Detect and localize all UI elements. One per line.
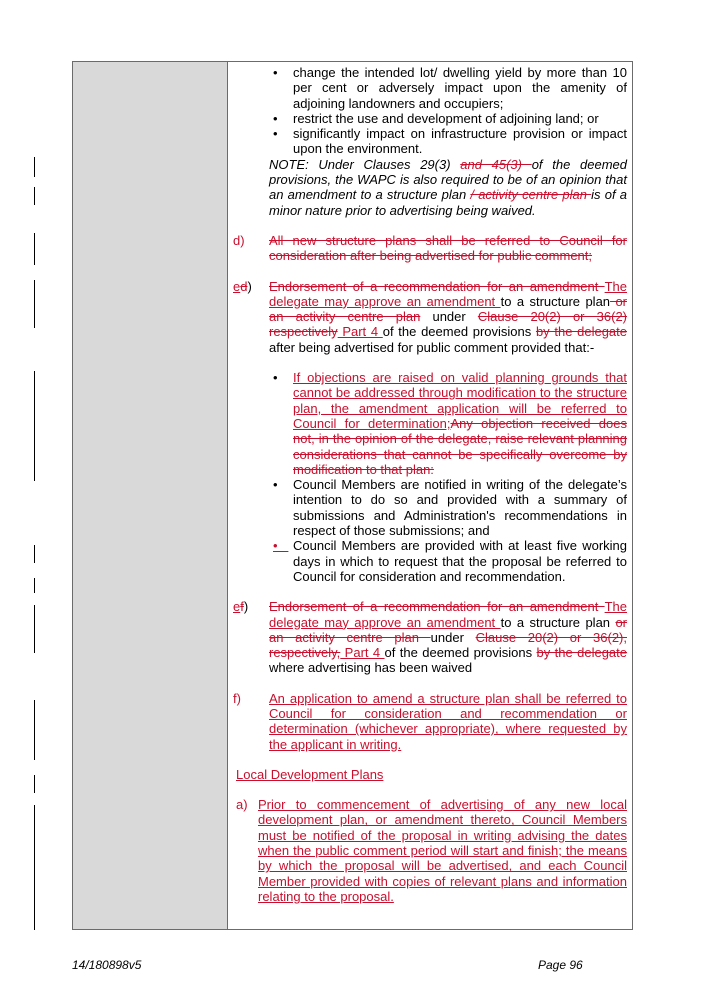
item-text: All new structure plans shall be referred to Council for consideration after being advertised for public comment; bbox=[269, 232, 627, 264]
item-text: Endorsement of a recommendation for an amendment The delegate may approve an amendment to a structure plan or an activity centre plan under Clause 20(2) or 36(2) respectively Part 4 of the deemed provisions by the delegate after being advertised for public comment provided that:- bbox=[269, 278, 628, 355]
item-text: Prior to commencement of advertising of any new local development plan, or amendment thereto, Council Members must be notified of the proposal in writing advising the dates when the public comment period will start and finish; the means by which the proposal will be advertised, and each Council Member provided with copies of relevant plans and information relating to the proposal. bbox=[258, 797, 627, 904]
change-bar bbox=[34, 545, 35, 563]
table-frame bbox=[72, 61, 633, 930]
bullet-item bbox=[233, 65, 627, 111]
change-bar bbox=[34, 805, 35, 930]
item-f-new bbox=[233, 691, 627, 752]
bullet-item bbox=[233, 477, 627, 538]
deleted-text: and 45(3) bbox=[460, 156, 532, 172]
bullet-item bbox=[233, 370, 627, 477]
item-label: a) bbox=[236, 797, 248, 813]
change-bar bbox=[34, 371, 35, 481]
ldp-item-a bbox=[233, 797, 627, 904]
ldp-heading: Local Development Plans bbox=[236, 766, 384, 782]
bullet-item bbox=[233, 111, 627, 126]
bullet-icon: • bbox=[273, 126, 278, 142]
bullet-icon: • bbox=[273, 370, 278, 386]
bullet-text: If objections are raised on valid planning grounds that cannot be addressed through modification to the structure plan, the amendment application will be referred to Council for determination;Any objection received does not, in the opinion of the delegate, raise relevant planning considerations that cannot be specifically overcome by modification to that plan: bbox=[293, 370, 627, 477]
item-label: ef) bbox=[233, 599, 249, 615]
change-bar bbox=[34, 187, 35, 205]
bullet-icon: • bbox=[273, 477, 278, 493]
item-d-deleted bbox=[233, 233, 627, 264]
item-text: An application to amend a structure plan shall be referred to Council for consideration and recommendation or determination (whichever appropriate), where requested by the applicant in writing. bbox=[269, 690, 627, 752]
bullet-item bbox=[233, 538, 627, 584]
bullet-text: Council Members are provided with at least five working days in which to request that the proposal be referred to Council for consideration and recommendation. bbox=[293, 538, 627, 584]
note-paragraph: NOTE: Under Clauses 29(3) and 45(3) of the deemed provisions, the WAPC is also required to be of an opinion that an amendment to a structure plan / activity centre plan is of a minor nature prior to advertising being waived. bbox=[269, 156, 627, 218]
change-bar bbox=[34, 578, 35, 593]
bullet-text: significantly impact on infrastructure provision or impact upon the environment. bbox=[293, 126, 627, 157]
bullet-text: restrict the use and development of adjoining land; or bbox=[293, 110, 599, 126]
change-bar bbox=[34, 157, 35, 177]
bullet-icon: • bbox=[273, 65, 278, 80]
deleted-text: / activity centre plan bbox=[470, 187, 592, 203]
bullet-icon: • bbox=[273, 538, 289, 554]
item-label: d) bbox=[233, 232, 245, 248]
footer-ref: 14/180898v5 bbox=[72, 958, 142, 972]
table-content-cell bbox=[233, 65, 627, 904]
change-bar bbox=[34, 700, 35, 760]
bullet-icon: • bbox=[273, 110, 278, 126]
bullet-text: change the intended lot/ dwelling yield by more than 10 per cent or adversely impact upon the amenity of adjoining landowners and occupiers; bbox=[293, 65, 627, 111]
item-text: Endorsement of a recommendation for an amendment The delegate may approve an amendment to a structure plan or an activity centre plan under Clause 20(2) or 36(2), respectively, Part 4 of the deemed provisions by the delegate where advertising has been waived bbox=[269, 599, 627, 676]
item-label: f) bbox=[233, 690, 241, 706]
bullet-item bbox=[233, 126, 627, 157]
change-bar bbox=[34, 233, 35, 265]
item-f-old bbox=[233, 599, 627, 675]
table-left-column bbox=[73, 62, 228, 929]
bullet-text: Council Members are notified in writing of the delegate’s intention to do so and provided with a summary of submissions and Administration's recommendations in respect of those submissions; and bbox=[293, 477, 627, 539]
item-label: ed) bbox=[233, 278, 252, 294]
footer-page-number: Page 96 bbox=[538, 958, 583, 972]
change-bar bbox=[34, 605, 35, 653]
change-bar bbox=[34, 280, 35, 328]
item-e bbox=[233, 279, 627, 355]
change-bar bbox=[34, 775, 35, 793]
